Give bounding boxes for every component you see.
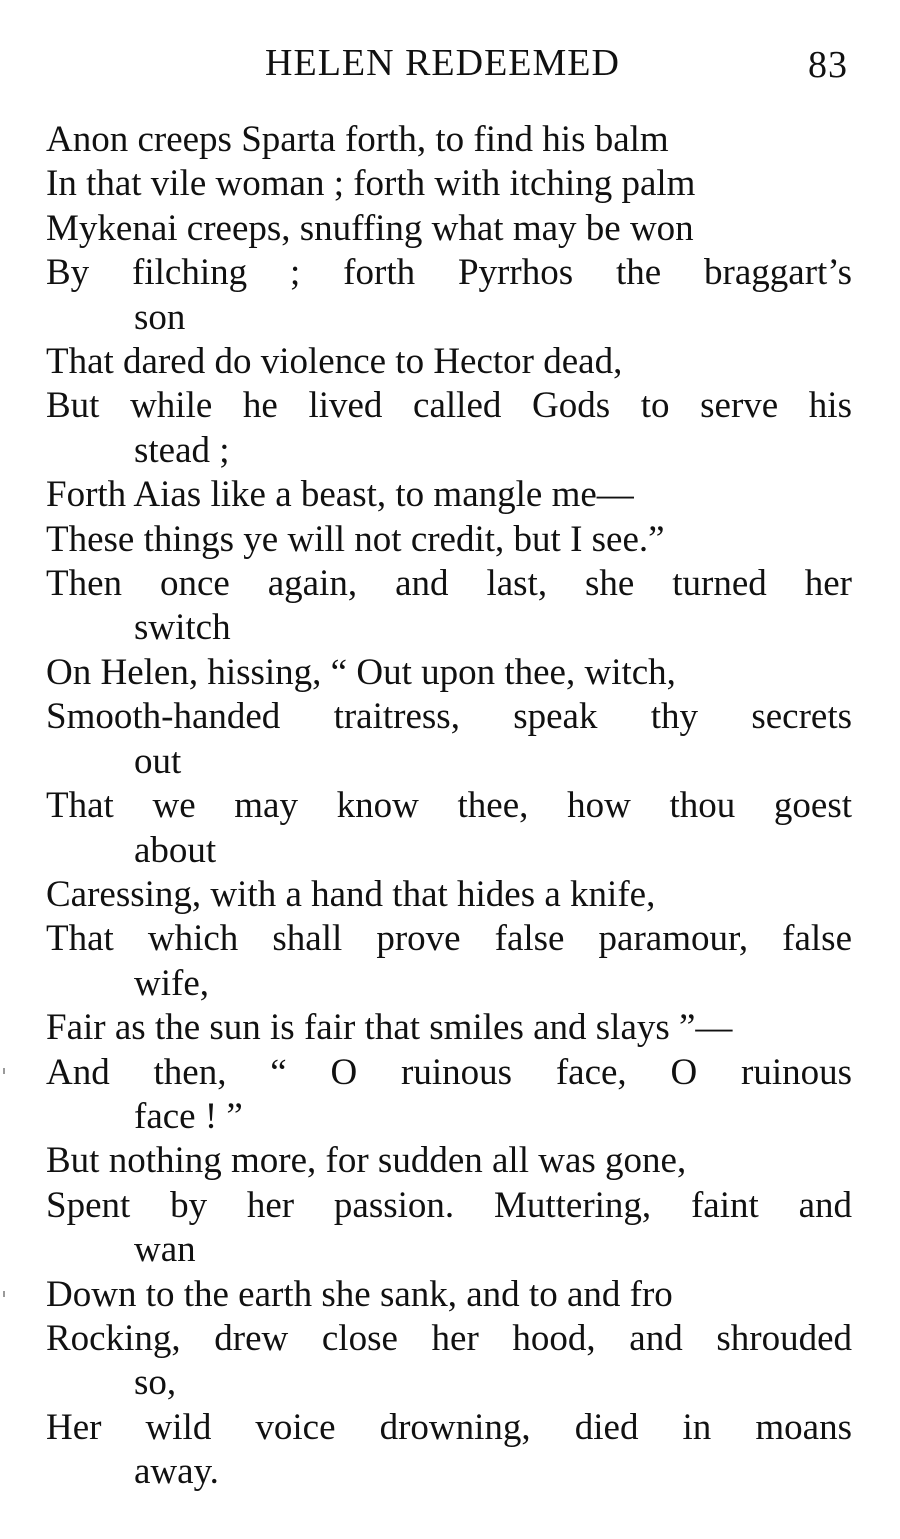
poem-line	[46, 1139, 852, 1183]
poem-line-text: That which shall prove false paramour, false	[46, 918, 852, 960]
poem-line-text: By filching ; forth Pyrrhos the braggart’s	[46, 252, 852, 294]
scan-margin-mark	[3, 1068, 5, 1074]
running-title: HELEN REDEEMED	[265, 42, 620, 84]
page-number: 83	[808, 44, 848, 86]
poem-line-text: Forth Aias like a beast, to mangle me—	[46, 474, 634, 516]
poem-line	[46, 784, 852, 873]
poem-line-turnover: wan	[134, 1229, 196, 1271]
poem-line-turnover: switch	[134, 607, 231, 649]
poem-line	[46, 873, 852, 917]
poem-line-text: In that vile woman ; forth with itching palm	[46, 163, 696, 205]
poem-line-text: These things ye will not credit, but I see.”	[46, 518, 665, 560]
poem-line-turnover: wife,	[134, 962, 209, 1004]
poem-line	[46, 1006, 852, 1050]
poem-line-turnover: away.	[134, 1451, 219, 1493]
poem-line	[46, 1273, 852, 1317]
poem-line	[46, 562, 852, 651]
poem-line-text: On Helen, hissing, “ Out upon thee, witch,	[46, 651, 676, 693]
poem-line	[46, 340, 852, 384]
poem-line-turnover: son	[134, 296, 186, 338]
poem-line-text: And then, “ O ruinous face, O ruinous	[46, 1051, 852, 1093]
poem-line	[46, 207, 852, 251]
poem-line-turnover: out	[134, 740, 182, 782]
poem-line-text: Spent by her passion. Muttering, faint and	[46, 1184, 852, 1226]
poem-line-text: Fair as the sun is fair that smiles and slays ”—	[46, 1007, 733, 1049]
poem-line	[46, 1317, 852, 1406]
poem-line	[46, 162, 852, 206]
poem-line-text: But while he lived called Gods to serve his	[46, 385, 852, 427]
poem-line-text: Anon creeps Sparta forth, to find his balm	[46, 119, 669, 160]
poem-line	[46, 695, 852, 784]
poem-line-text: Smooth-handed traitress, speak thy secrets	[46, 696, 852, 738]
poem-line-text: Down to the earth she sank, and to and fro	[46, 1273, 673, 1315]
poem-line-text: That dared do violence to Hector dead,	[46, 341, 623, 383]
poem-line-turnover: so,	[134, 1362, 177, 1404]
poem-line	[46, 651, 852, 695]
poem-line-turnover: about	[134, 829, 217, 871]
poem-line	[46, 917, 852, 1006]
poem-line	[46, 518, 852, 562]
poem-line-text: Rocking, drew close her hood, and shrouded	[46, 1317, 852, 1359]
scan-margin-mark	[3, 1291, 5, 1297]
running-head	[0, 38, 900, 88]
poem-line	[46, 118, 852, 162]
poem-line	[46, 1406, 852, 1495]
poem-text	[46, 118, 852, 1495]
poem-line	[46, 1184, 852, 1273]
poem-line	[46, 1051, 852, 1140]
poem-line	[46, 251, 852, 340]
poem-line-text: Caressing, with a hand that hides a knife,	[46, 873, 656, 915]
poem-line-text: Then once again, and last, she turned her	[46, 563, 852, 605]
poem-line	[46, 473, 852, 517]
poem-line-text: That we may know thee, how thou goest	[46, 785, 852, 827]
poem-line-text: Her wild voice drowning, died in moans	[46, 1406, 852, 1448]
poem-line-text: Mykenai creeps, snuffing what may be won	[46, 207, 694, 249]
poem-line-turnover: stead ;	[134, 429, 230, 471]
poem-line-text: But nothing more, for sudden all was gone,	[46, 1140, 687, 1182]
poem-line	[46, 384, 852, 473]
poem-line-turnover: face ! ”	[134, 1095, 243, 1137]
